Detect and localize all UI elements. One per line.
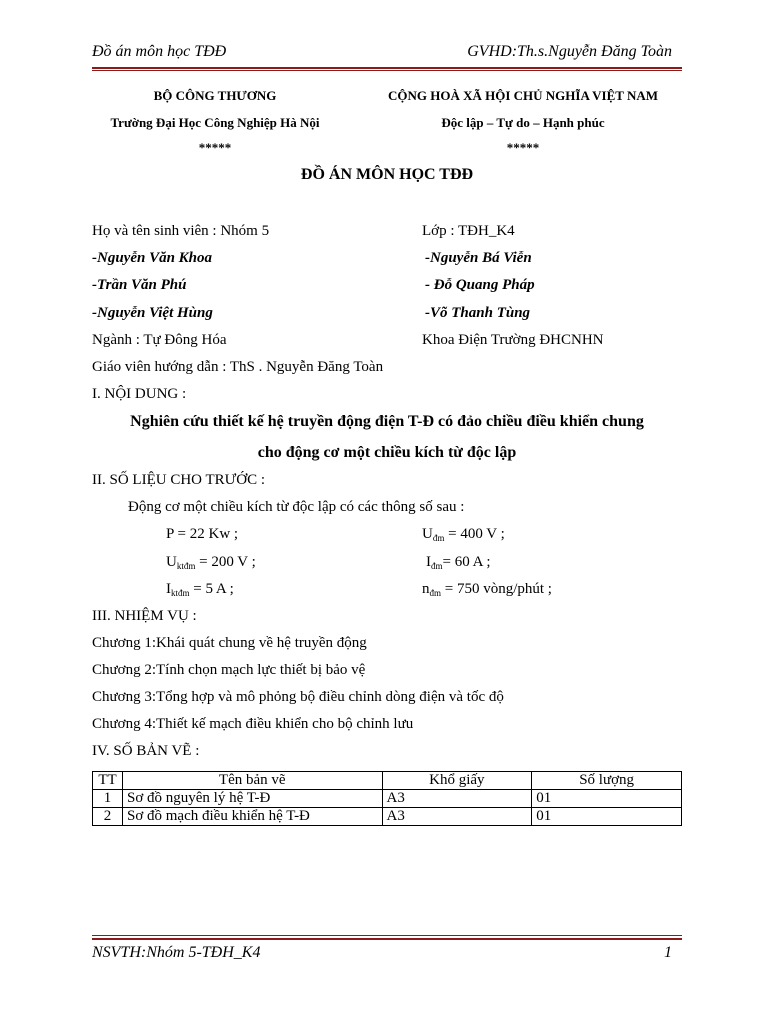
param-field-current: $I_{ktđm} = 5$ A ; bbox=[166, 581, 234, 598]
section4-heading: IV. SỐ BẢN VẼ : bbox=[92, 743, 200, 759]
header-rule bbox=[92, 67, 682, 69]
param-power: P = 22 Kw ; bbox=[166, 526, 239, 542]
section3-heading: III. NHIỆM VỤ : bbox=[92, 608, 197, 624]
footer-rule bbox=[92, 938, 682, 940]
table-header-cell: Tên bản vẽ bbox=[122, 772, 382, 790]
student-name: -Võ Thanh Tùng bbox=[425, 305, 531, 321]
footer-rule-thin bbox=[92, 935, 682, 936]
table-cell: Sơ đồ nguyên lý hệ T-Đ bbox=[122, 790, 382, 808]
header-left: Đồ án môn học TĐĐ bbox=[92, 43, 227, 60]
student-name: - Đỗ Quang Pháp bbox=[425, 277, 535, 293]
page-number: 1 bbox=[664, 944, 672, 961]
student-name: -Nguyễn Việt Hùng bbox=[92, 305, 213, 321]
university-name: Trường Đại Học Công Nghiệp Hà Nội bbox=[110, 115, 320, 130]
table-header-cell: Số lượng bbox=[532, 772, 682, 790]
param-rated-current: $I_{đm}= 60$ A ; bbox=[426, 554, 491, 571]
table-cell: A3 bbox=[382, 808, 532, 826]
param-rated-speed: $n_{đm} = 750$ vòng/phút ; bbox=[422, 581, 552, 598]
table-cell: 2 bbox=[93, 808, 123, 826]
left-stars: ***** bbox=[198, 140, 232, 155]
section1-heading: I. NỘI DUNG : bbox=[92, 386, 187, 402]
country-name: CỘNG HOÀ XÃ HỘI CHỦ NGHĨA VIỆT NAM bbox=[387, 88, 659, 103]
table-header-cell: TT bbox=[93, 772, 123, 790]
chapter-item: Chương 1:Khái quát chung về hệ truyền động bbox=[92, 635, 367, 651]
footer-left: NSVTH:Nhóm 5-TĐH_K4 bbox=[92, 944, 261, 961]
table-cell: 01 bbox=[532, 790, 682, 808]
table-cell: 01 bbox=[532, 808, 682, 826]
drawings-table bbox=[92, 771, 682, 826]
student-name: -Nguyễn Bá Viễn bbox=[425, 250, 532, 266]
table-cell: 1 bbox=[93, 790, 123, 808]
supervisor-label: Giáo viên hướng dẫn : ThS . Nguyễn Đăng Toàn bbox=[92, 359, 384, 375]
header-right: GVHD:Th.s.Nguyễn Đăng Toàn bbox=[467, 43, 672, 60]
chapter-item: Chương 3:Tổng hợp và mô phỏng bộ điều chỉnh dòng điện và tốc độ bbox=[92, 689, 504, 705]
class-label: Lớp : TĐH_K4 bbox=[422, 223, 515, 239]
table-row bbox=[93, 790, 682, 808]
topic-line-2: cho động cơ một chiều kích từ độc lập bbox=[257, 444, 517, 461]
chapter-item: Chương 4:Thiết kế mạch điều khiển cho bộ chỉnh lưu bbox=[92, 716, 414, 732]
table-cell: A3 bbox=[382, 790, 532, 808]
student-name: -Nguyễn Văn Khoa bbox=[92, 250, 213, 266]
table-header-row bbox=[93, 772, 682, 790]
student-name: -Trần Văn Phú bbox=[92, 277, 187, 293]
right-stars: ***** bbox=[506, 140, 540, 155]
document-title: ĐỒ ÁN MÔN HỌC TĐĐ bbox=[300, 166, 474, 183]
chapter-item: Chương 2:Tính chọn mạch lực thiết bị bảo vệ bbox=[92, 662, 366, 678]
major-label: Ngành : Tự Đông Hóa bbox=[92, 332, 227, 348]
param-rated-voltage: $U_{đm} = 400$ V ; bbox=[422, 526, 505, 543]
motto: Độc lập – Tự do – Hạnh phúc bbox=[441, 115, 605, 130]
table-cell: Sơ đồ mạch điều khiển hệ T-Đ bbox=[122, 808, 382, 826]
table-header-cell: Khổ giấy bbox=[382, 772, 532, 790]
header-rule-thin bbox=[92, 70, 682, 71]
motor-intro: Động cơ một chiều kích từ độc lập có các thông số sau : bbox=[128, 499, 465, 515]
param-field-voltage: $U_{ktđm} = 200$ V ; bbox=[166, 554, 256, 571]
students-label: Họ và tên sinh viên : Nhóm 5 bbox=[92, 223, 270, 239]
table-row bbox=[93, 808, 682, 826]
topic-line-1: Nghiên cứu thiết kế hệ truyền động điện T-Đ có đảo chiều điều khiển chung bbox=[130, 413, 644, 430]
section2-heading: II. SỐ LIỆU CHO TRƯỚC : bbox=[92, 472, 266, 488]
faculty-label: Khoa Điện Trường ĐHCNHN bbox=[422, 332, 604, 348]
ministry-name: BỘ CÔNG THƯƠNG bbox=[153, 88, 277, 103]
